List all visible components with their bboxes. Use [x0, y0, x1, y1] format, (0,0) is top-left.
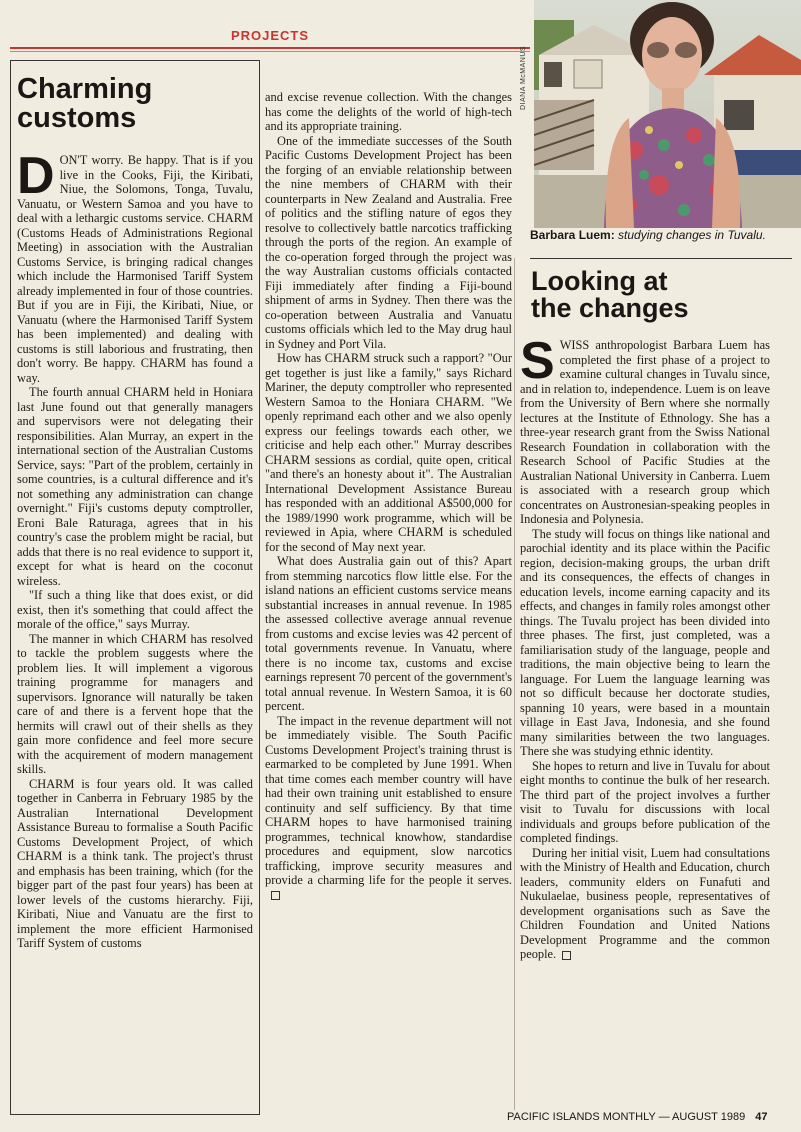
paragraph: SWISS anthropologist Barbara Luem has completed the first phase of a project to examine cultural changes in Tuvalu since, and in relation to, independence. Luem is on leave from the University of Bern where she normally lectures at the Institute of Ethnology. She has a three-year research grant from the Swiss National Research Foundation in collaboration with the Research School of Pacific Studies at the Australian National University in Canberra. Luem is associated with a research group which concentrates on Austronesian-speaking peoples in Indonesia and Polynesia. — [520, 332, 770, 526]
caption-text: studying changes in Tuvalu. — [614, 228, 766, 242]
paragraph: DON'T worry. Be happy. That is if you live in the Cooks, Fiji, the Kiribati, Niue, the Solomons, Tonga, Tuvalu, Vanuatu, or Western Samoa and you have to deal with a lethargic customs service. CHARM (Customs Heads of Administrations Regional Meeting) in association with the Australian Customs Service, is bringing radical changes which include the Harmonised Tariff System already implemented in four of those countries. But if you are in Fiji, the Kiribati, Niue, or Vanuatu (where the Harmonised Tariff System has been implemented) and dealing with customs is still laborious and frustrating, then don't worry. Be happy. CHARM has found a way. — [17, 147, 253, 385]
dropcap: D — [17, 147, 55, 205]
photo-credit: DIANA McMANUS — [520, 45, 527, 110]
paragraph: What does Australia gain out of this? Apart from stemming narcotics flow little else. For the island nations an efficient customs service means substantial increases in annual revenue. In 1985 the assessed collective average annual revenue from customs and excise levies was 42 percent of total governments revenue. In Vanuatu, where there is no income tax, customs and excise earnings represent 70 percent of the government's total annual revenue. In Western Samoa, it is 60 percent. — [265, 554, 512, 713]
section-label: PROJECTS — [230, 28, 310, 43]
headline-line: Looking at — [531, 266, 668, 296]
article-headline-looking-at-the-changes — [531, 268, 796, 322]
paragraph: How has CHARM struck such a rapport? "Our get together is just like a family," says Richard Mariner, the deputy comptroller who represented Western Samoa to the Honiara CHARM. "We openly reprimand each other and we also openly express our feelings towards each other, we criticise and help each other." Murray describes CHARM sessions as cordial, quite open, critical "and there's an honesty about it". The Australian International Development Assistance Bureau has responded with an additional A$500,000 for the 1989/1990 work programme, which will be reviewed in Apia, where CHARM is scheduled for the second of May next year. — [265, 351, 512, 554]
article-headline-charming-customs — [17, 75, 257, 133]
dropcap: S — [520, 332, 555, 390]
headline-line: the changes — [531, 293, 689, 323]
photo-barbara-luem — [534, 0, 801, 228]
paragraph: One of the immediate successes of the South Pacific Customs Development Project has been the forging of an enviable relationship between the nine members of CHARM with their counterparts in New Zealand and Australia. Free of politics and the stifling nature of egos they resolve to collectively battle narcotics trafficking through the ports of the region. An example of the co-operation forged through the project was the way Australian customs officials contacted Fiji immediately after finding a Fiji-bound shipment of arms in Sydney. Then there was the co-operation between Australia and Vanuatu customs officials which led to the May drug haul in Sydney and Port Vila. — [265, 133, 512, 351]
caption-name: Barbara Luem: — [530, 228, 615, 242]
paragraph: The manner in which CHARM has resolved to tackle the problem suggests where the problem lies. It will implement a vigorous training programme for managers and supervisors. Ignorance will naturally be taken care of and there is a fervent hope that the hermits will crawl out of their shells as they gain more confidence and feel more secure with the acquirement of modern management skills. — [17, 631, 253, 776]
article1-column-2 — [265, 90, 512, 902]
header-rule-thin — [10, 51, 530, 52]
paragraph: CHARM is four years old. It was called together in Canberra in February 1985 by the Australian International Development Assistance Bureau to formalise a South Pacific Customs Development Project, of which CHARM is a think tank. The project's thrust and emphasis has been training, which (for the bigger part of the past four years) has been at lower levels of the customs hierarchy. Fiji, Kiribati, Niue and Vanuatu are the first to implement the more efficient Harmonised Tariff System of customs — [17, 776, 253, 950]
headline-line: customs — [17, 102, 137, 134]
headline-line: Charming — [17, 73, 153, 105]
paragraph: The impact in the revenue department will not be immediately visible. The South Pacific Customs Development Project's training thrust is earmarked to be completed by June 1991. When that time comes each member country will have had their own training unit established to ensure continuity and self sufficiency. By that time CHARM hopes to have harmonised training programmes, technical knowhow, standardise procedures and equipment, slow narcotics trafficking, improve security measures and provide a charming life for the people it serves. — [265, 714, 512, 903]
header-rule — [10, 47, 530, 49]
article2-column — [520, 332, 770, 962]
photo-caption — [530, 229, 792, 242]
paragraph: The fourth annual CHARM held in Honiara last June found out that generally managers and supervisors were not delegating their responsibilities. Alan Murray, an expert in the international section of the Australian Customs Service, says: "Part of the problem, certainly in some countries, is a cultural difference and it's not something any administration can change overnight." Fiji's customs deputy comptroller, Eroni Bale Raturaga, agrees that in his country's case the problem might be racial, but adds that there is no real evidence to support it, except for what is heard on the coconut wireless. — [17, 385, 253, 588]
paragraph: and excise revenue collection. With the changes has come the delights of the world of high-tech and its appropriate training. — [265, 90, 512, 133]
column-divider — [514, 258, 515, 1110]
paragraph: The study will focus on things like national and parochial identity and its place within the Pacific region, decision-making groups, the urban drift and its consequences, the effects of changes in education levels, income earning capacity and its effects, and changes in family roles amongst other things. The Tuvalu project has been divided into three phases. The first, just completed, was a familiarisation study of the language, people and traditions, the main objective being to learn the language. For Luem the language learning was not so difficult because her doctorate studies, spanning 10 years, were based in a mountain village in East Java, Indonesia, and she found many similarities between the two languages. There she was studying ethnic identity. — [520, 526, 770, 758]
page-footer — [507, 1111, 797, 1123]
caption-rule — [530, 258, 792, 259]
end-mark-icon — [271, 891, 280, 900]
paragraph: During her initial visit, Luem had consultations with the Ministry of Health and Education, church leaders, community elders on Funafuti and Nukulaelae, business people, representatives of development organisations such as Save the Children Foundation and United Nations Development Programme and the common people. — [520, 845, 770, 961]
article1-column-1 — [17, 147, 253, 951]
paragraph: She hopes to return and live in Tuvalu for about eight months to continue the bulk of her research. The third part of the project involves a further visit to Tuvalu for discussions with local individuals and groups before publication of the completed findings. — [520, 758, 770, 845]
portrait-photo-image — [534, 0, 801, 228]
end-mark-icon — [562, 951, 571, 960]
publication-line: PACIFIC ISLANDS MONTHLY — AUGUST 1989 — [507, 1111, 746, 1123]
page-number: 47 — [755, 1111, 768, 1123]
paragraph: "If such a thing like that does exist, or did exist, then it's something that could affect the morale of the office," says Murray. — [17, 588, 253, 631]
